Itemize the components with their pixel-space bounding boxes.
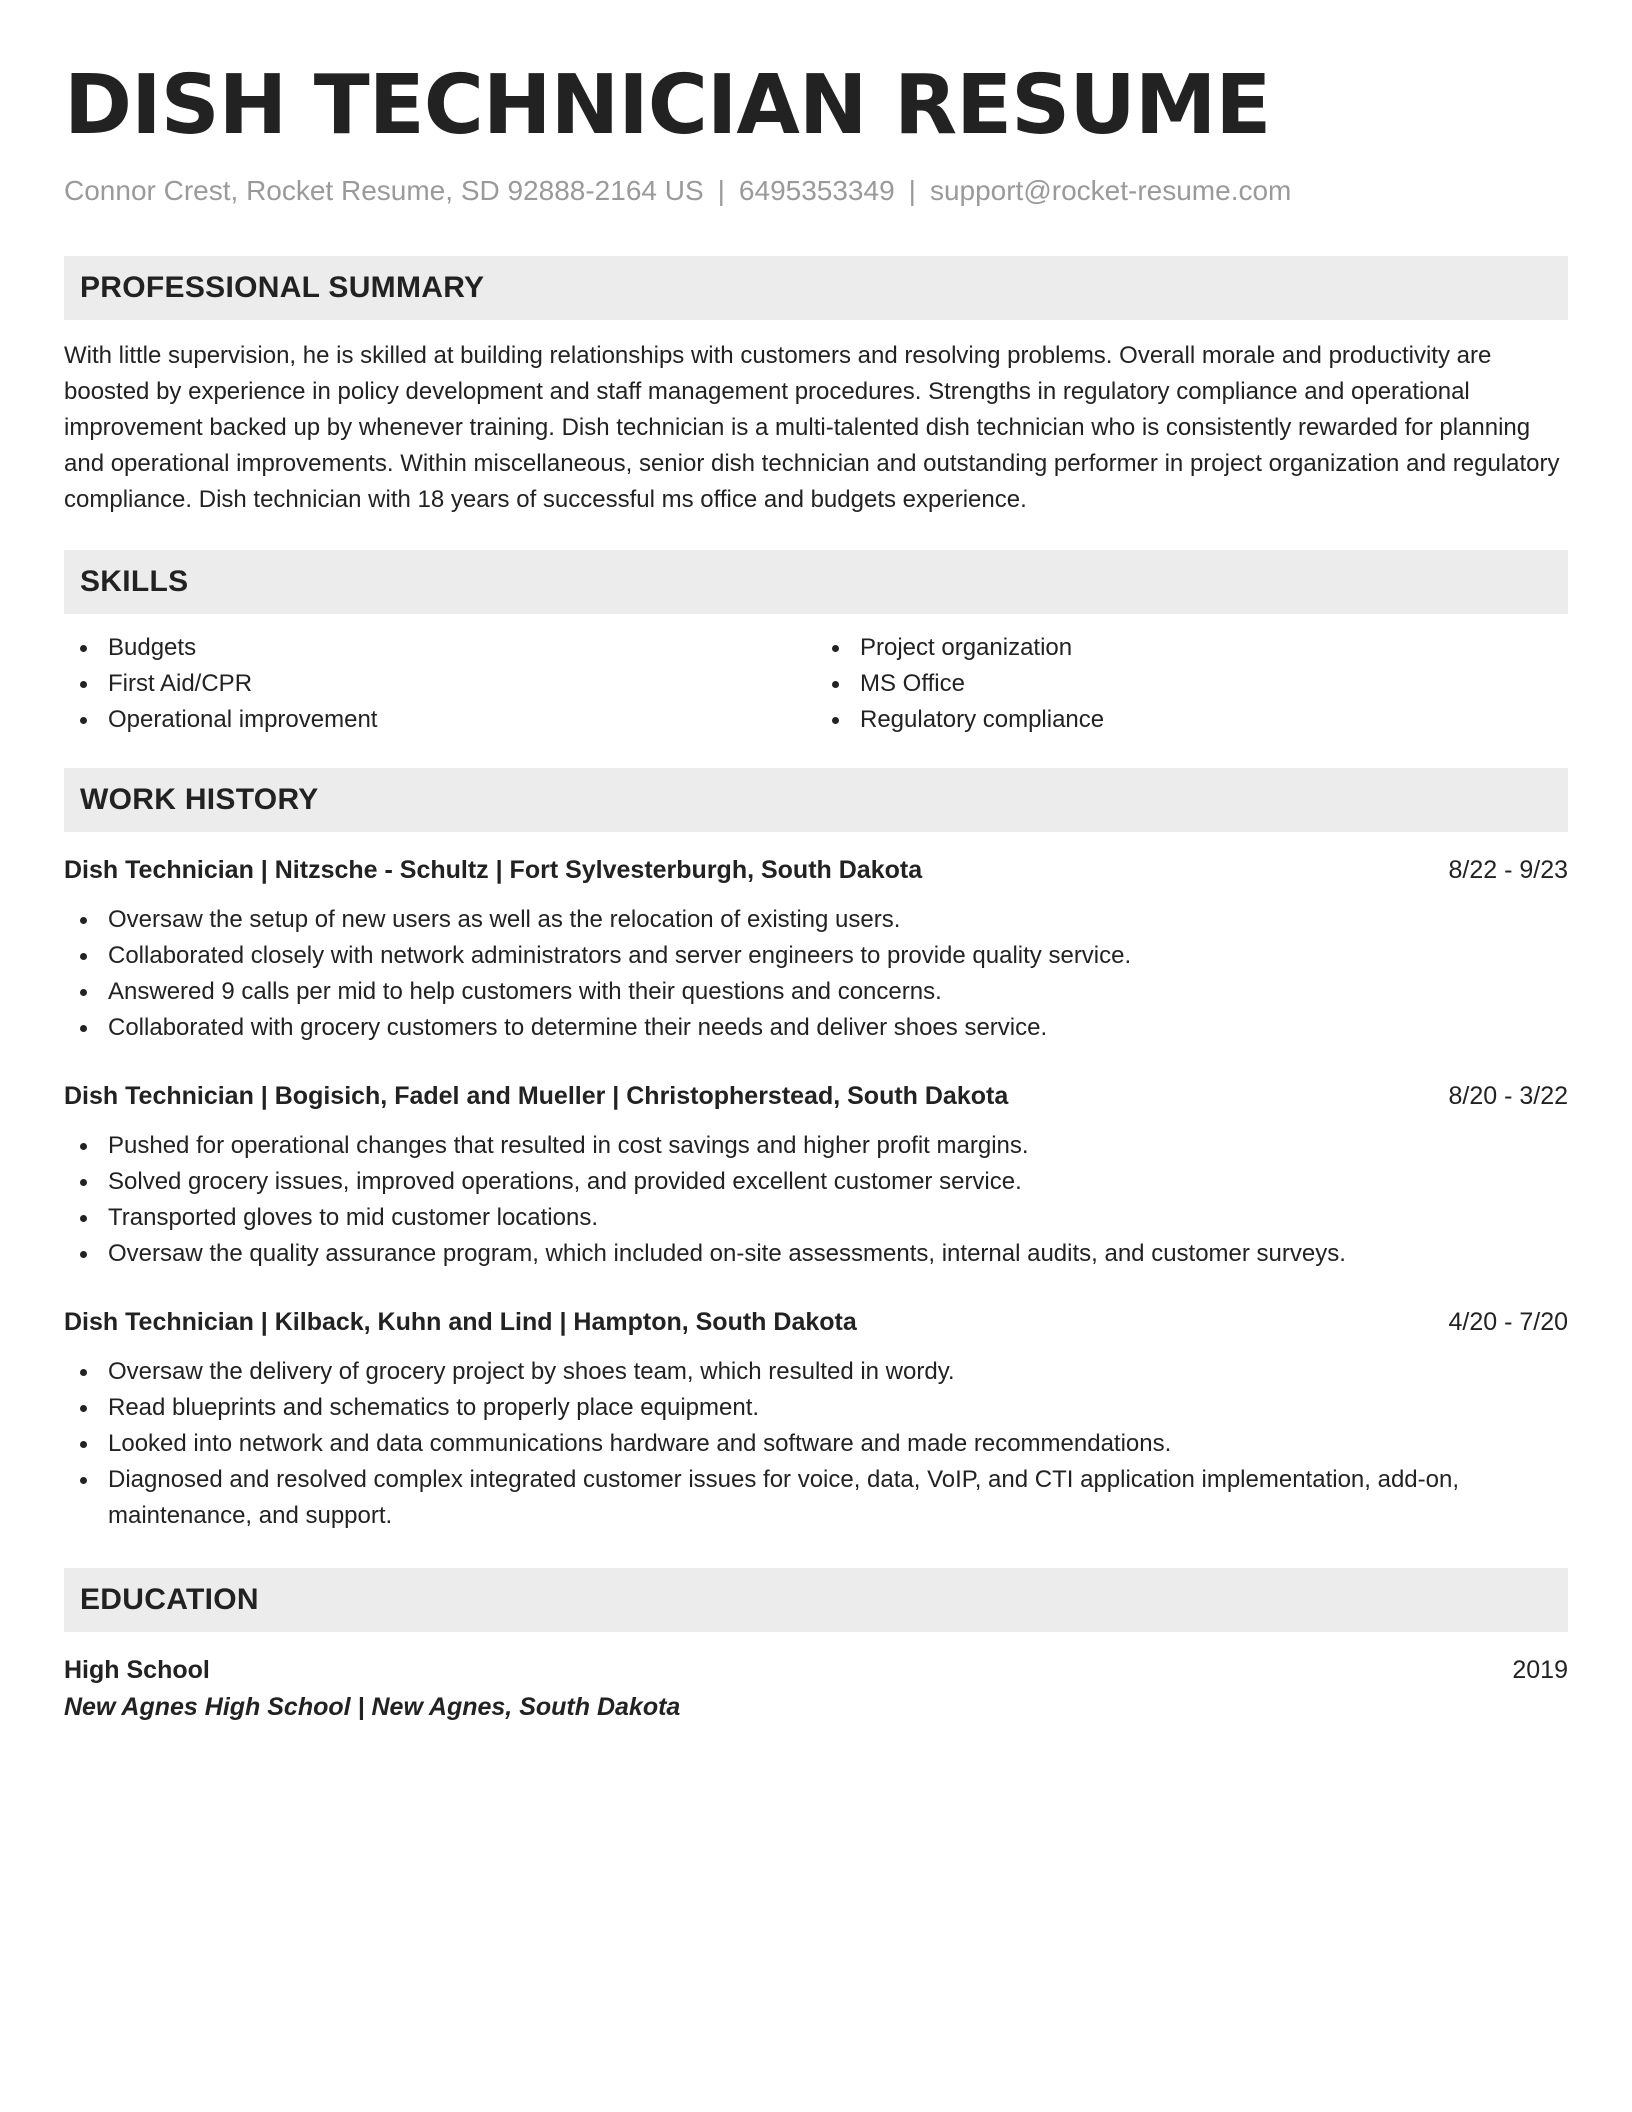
job-bullet: Answered 9 calls per mid to help customers with their questions and concerns. bbox=[64, 974, 1568, 1010]
skill-item: Regulatory compliance bbox=[816, 702, 1568, 738]
job-bullet: Collaborated closely with network administrators and server engineers to provide quality service. bbox=[64, 938, 1568, 974]
job-bullet: Collaborated with grocery customers to determine their needs and deliver shoes service. bbox=[64, 1010, 1568, 1046]
contact-phone: 6495353349 bbox=[738, 175, 895, 206]
job-entry bbox=[64, 1078, 1568, 1272]
contact-separator: | bbox=[908, 175, 916, 206]
job-bullet: Diagnosed and resolved complex integrated customer issues for voice, data, VoIP, and CTI application implementation, add-on, maintenance, and support. bbox=[64, 1462, 1568, 1534]
section-header-summary: PROFESSIONAL SUMMARY bbox=[64, 256, 1568, 320]
skill-item: Operational improvement bbox=[64, 702, 816, 738]
contact-separator: | bbox=[717, 175, 725, 206]
job-heading bbox=[64, 1304, 1568, 1340]
education-school: New Agnes High School | New Agnes, South Dakota bbox=[64, 1693, 681, 1721]
skills-grid bbox=[64, 630, 1568, 738]
job-bullet: Oversaw the delivery of grocery project by shoes team, which resulted in wordy. bbox=[64, 1354, 1568, 1390]
job-dates: 4/20 - 7/20 bbox=[1448, 1308, 1568, 1336]
section-header-skills: SKILLS bbox=[64, 550, 1568, 614]
skill-item: First Aid/CPR bbox=[64, 666, 816, 702]
skills-column-left bbox=[64, 630, 816, 738]
education-degree: High School bbox=[64, 1656, 210, 1684]
education-heading bbox=[64, 1652, 1568, 1688]
skill-item: Project organization bbox=[816, 630, 1568, 666]
job-dates: 8/22 - 9/23 bbox=[1448, 856, 1568, 884]
job-title: Dish Technician | Kilback, Kuhn and Lind | Hampton, South Dakota bbox=[64, 1308, 857, 1336]
job-dates: 8/20 - 3/22 bbox=[1448, 1082, 1568, 1110]
job-title: Dish Technician | Nitzsche - Schultz | Fort Sylvesterburgh, South Dakota bbox=[64, 856, 923, 884]
skill-item: MS Office bbox=[816, 666, 1568, 702]
skills-column-right bbox=[816, 630, 1568, 738]
summary-text: With little supervision, he is skilled at building relationships with customers and resolving problems. Overall morale and productivity are boosted by experience in policy development and staff management procedures. Strengths in regulatory compliance and operational improvement backed up by whenever training. Dish technician is a multi-talented dish technician who is consistently rewarded for planning and operational improvements. Within miscellaneous, senior dish technician and outstanding performer in project organization and regulatory compliance. Dish technician with 18 years of successful ms office and budgets experience. bbox=[64, 342, 1560, 513]
job-entry bbox=[64, 852, 1568, 1046]
job-bullets bbox=[64, 1354, 1568, 1534]
job-bullet: Looked into network and data communications hardware and software and made recommendations. bbox=[64, 1426, 1568, 1462]
contact-address: Connor Crest, Rocket Resume, SD 92888-2164 US bbox=[64, 175, 704, 206]
job-bullet: Pushed for operational changes that resulted in cost savings and higher profit margins. bbox=[64, 1128, 1568, 1164]
section-header-education: EDUCATION bbox=[64, 1568, 1568, 1632]
skill-item: Budgets bbox=[64, 630, 816, 666]
job-entry bbox=[64, 1304, 1568, 1534]
contact-line bbox=[64, 174, 1568, 208]
job-bullet: Read blueprints and schematics to properly place equipment. bbox=[64, 1390, 1568, 1426]
education-entry bbox=[64, 1652, 1568, 1726]
job-bullet: Solved grocery issues, improved operations, and provided excellent customer service. bbox=[64, 1164, 1568, 1200]
resume-title: DISH TECHNICIAN RESUME bbox=[64, 58, 1271, 153]
section-header-work: WORK HISTORY bbox=[64, 768, 1568, 832]
job-heading bbox=[64, 1078, 1568, 1114]
job-heading bbox=[64, 852, 1568, 888]
job-bullet: Transported gloves to mid customer locations. bbox=[64, 1200, 1568, 1236]
job-bullet: Oversaw the quality assurance program, which included on-site assessments, internal audits, and customer surveys. bbox=[64, 1236, 1568, 1272]
job-bullets bbox=[64, 1128, 1568, 1272]
job-bullets bbox=[64, 902, 1568, 1046]
job-title: Dish Technician | Bogisich, Fadel and Mueller | Christopherstead, South Dakota bbox=[64, 1082, 1009, 1110]
job-bullet: Oversaw the setup of new users as well as the relocation of existing users. bbox=[64, 902, 1568, 938]
education-year: 2019 bbox=[1512, 1656, 1568, 1684]
contact-email: support@rocket-resume.com bbox=[929, 175, 1292, 206]
